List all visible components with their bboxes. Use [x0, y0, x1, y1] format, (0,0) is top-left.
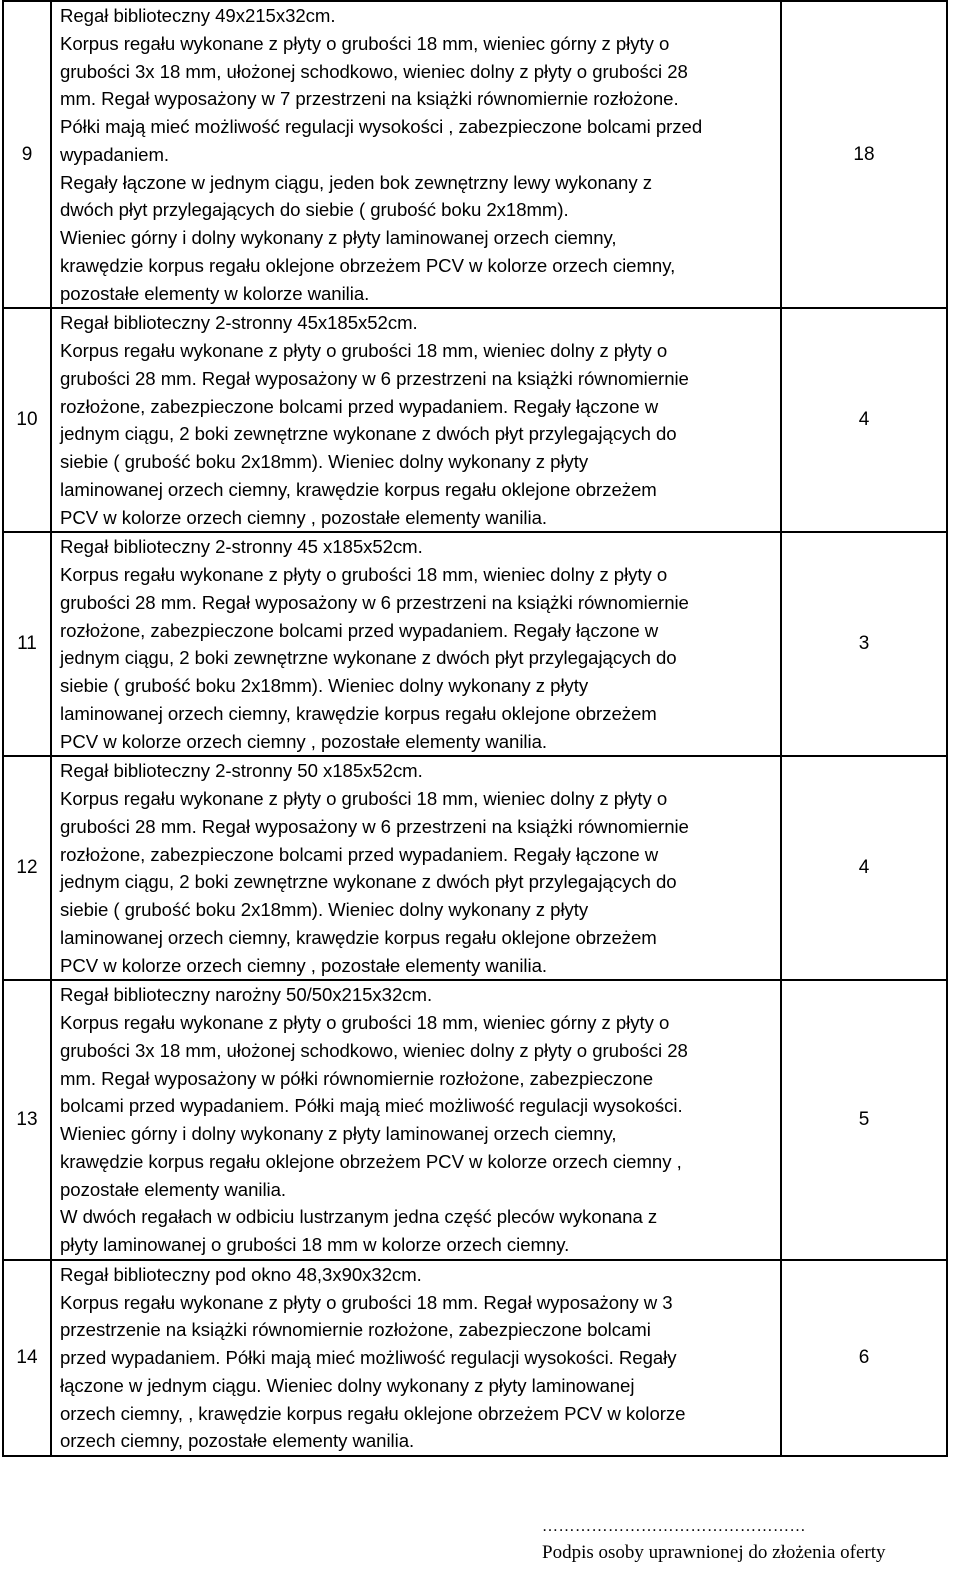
- row-number: 11: [3, 532, 51, 756]
- description-line: Regał biblioteczny pod okno 48,3x90x32cm.: [60, 1263, 422, 1285]
- item-description: [51, 532, 781, 756]
- table-row: [3, 532, 947, 756]
- item-description: [51, 756, 781, 980]
- description-line: pozostałe elementy w kolorze wanilia.: [60, 282, 370, 304]
- row-number: 12: [3, 756, 51, 980]
- description-line: Regał biblioteczny 2-stronny 50 x185x52cm.: [60, 760, 423, 782]
- table-row: [3, 1260, 947, 1456]
- description-line: Regał biblioteczny 2-stronny 45x185x52cm.: [60, 312, 418, 334]
- description-line: laminowanej orzech ciemny, krawędzie korpus regału oklejone obrzeżem: [60, 478, 657, 500]
- row-number: 13: [3, 980, 51, 1260]
- description-line: bolcami przed wypadaniem. Półki mają mieć możliwość regulacji wysokości.: [60, 1095, 683, 1117]
- description-line: W dwóch regałach w odbiciu lustrzanym jedna część pleców wykonana z: [60, 1206, 658, 1228]
- description-line: Regał biblioteczny narożny 50/50x215x32cm.: [60, 984, 433, 1006]
- item-description: [51, 1260, 781, 1456]
- description-line: laminowanej orzech ciemny, krawędzie korpus regału oklejone obrzeżem: [60, 926, 657, 948]
- description-line: grubości 28 mm. Regał wyposażony w 6 przestrzeni na książki równomiernie: [60, 815, 689, 837]
- description-line: PCV w kolorze orzech ciemny , pozostałe elementy wanilia.: [60, 506, 547, 528]
- description-line: Wieniec górny i dolny wykonany z płyty laminowanej orzech ciemny,: [60, 1123, 617, 1144]
- description-line: Korpus regału wykonane z płyty o grubości 18 mm, wieniec dolny z płyty o: [60, 788, 668, 809]
- description-line: łączone w jednym ciągu. Wieniec dolny wykonany z płyty laminowanej: [60, 1374, 635, 1396]
- description-line: Korpus regału wykonane z płyty o grubości 18 mm, wieniec górny z płyty o: [60, 1012, 670, 1033]
- description-line: PCV w kolorze orzech ciemny , pozostałe elementy wanilia.: [60, 954, 547, 976]
- description-line: krawędzie korpus regału oklejone obrzeżem PCV w kolorze orzech ciemny,: [60, 254, 676, 276]
- description-line: grubości 3x 18 mm, ułożonej schodkowo, wieniec dolny z płyty o grubości 28: [60, 1039, 688, 1061]
- description-line: jednym ciągu, 2 boki zewnętrzne wykonane z dwóch płyt przylegających do: [60, 423, 677, 445]
- table-row: [3, 756, 947, 980]
- description-line: Półki mają mieć możliwość regulacji wysokości , zabezpieczone bolcami przed: [60, 116, 703, 137]
- item-quantity: 3: [781, 532, 947, 756]
- description-line: siebie ( grubość boku 2x18mm). Wieniec dolny wykonany z płyty: [60, 451, 589, 472]
- description-line: siebie ( grubość boku 2x18mm). Wieniec dolny wykonany z płyty: [60, 899, 589, 920]
- description-line: rozłożone, zabezpieczone bolcami przed wypadaniem. Regały łączone w: [60, 843, 659, 865]
- specification-table: [2, 0, 948, 1457]
- description-line: Regał biblioteczny 2-stronny 45 x185x52cm.: [60, 536, 423, 558]
- description-line: mm. Regał wyposażony w 7 przestrzeni na książki równomiernie rozłożone.: [60, 88, 679, 110]
- description-line: grubości 28 mm. Regał wyposażony w 6 przestrzeni na książki równomiernie: [60, 591, 689, 613]
- description-line: pozostałe elementy wanilia.: [60, 1178, 287, 1200]
- item-description: [51, 308, 781, 532]
- item-quantity: 5: [781, 980, 947, 1260]
- item-description: [51, 980, 781, 1260]
- item-quantity: 18: [781, 1, 947, 308]
- description-line: Korpus regału wykonane z płyty o grubości 18 mm. Regał wyposażony w 3: [60, 1291, 673, 1313]
- description-line: Regał biblioteczny 49x215x32cm.: [60, 5, 336, 26]
- description-line: jednym ciągu, 2 boki zewnętrzne wykonane z dwóch płyt przylegających do: [60, 871, 677, 893]
- description-line: rozłożone, zabezpieczone bolcami przed wypadaniem. Regały łączone w: [60, 395, 659, 417]
- description-line: dwóch płyt przylegających do siebie ( grubość boku 2x18mm).: [60, 199, 569, 221]
- item-description: [51, 1, 781, 308]
- signature-dotted-line: …………………………………………: [542, 1518, 806, 1535]
- description-line: orzech ciemny, , krawędzie korpus regału oklejone obrzeżem PCV w kolorze: [60, 1402, 686, 1424]
- table-row: [3, 980, 947, 1260]
- table-row: [3, 308, 947, 532]
- description-line: przed wypadaniem. Półki mają mieć możliwość regulacji wysokości. Regały: [60, 1347, 677, 1368]
- description-line: grubości 28 mm. Regał wyposażony w 6 przestrzeni na książki równomiernie: [60, 367, 689, 389]
- description-line: Regały łączone w jednym ciągu, jeden bok zewnętrzny lewy wykonany z: [60, 171, 652, 193]
- description-line: orzech ciemny, pozostałe elementy wanilia.: [60, 1430, 415, 1452]
- description-line: jednym ciągu, 2 boki zewnętrzne wykonane z dwóch płyt przylegających do: [60, 647, 677, 669]
- description-line: krawędzie korpus regału oklejone obrzeżem PCV w kolorze orzech ciemny ,: [60, 1150, 682, 1172]
- description-line: wypadaniem.: [60, 143, 170, 165]
- description-line: PCV w kolorze orzech ciemny , pozostałe elementy wanilia.: [60, 730, 547, 752]
- description-line: grubości 3x 18 mm, ułożonej schodkowo, wieniec dolny z płyty o grubości 28: [60, 60, 688, 82]
- description-line: Wieniec górny i dolny wykonany z płyty laminowanej orzech ciemny,: [60, 227, 617, 248]
- description-line: Korpus regału wykonane z płyty o grubości 18 mm, wieniec dolny z płyty o: [60, 564, 668, 585]
- row-number: 10: [3, 308, 51, 532]
- description-line: laminowanej orzech ciemny, krawędzie korpus regału oklejone obrzeżem: [60, 702, 657, 724]
- description-line: rozłożone, zabezpieczone bolcami przed wypadaniem. Regały łączone w: [60, 619, 659, 641]
- row-number: 9: [3, 1, 51, 308]
- description-line: Korpus regału wykonane z płyty o grubości 18 mm, wieniec dolny z płyty o: [60, 340, 668, 361]
- table-row: [3, 1, 947, 308]
- item-quantity: 4: [781, 308, 947, 532]
- row-number: 14: [3, 1260, 51, 1456]
- signature-label: Podpis osoby uprawnionej do złożenia oferty: [542, 1542, 886, 1563]
- item-quantity: 4: [781, 756, 947, 980]
- item-quantity: 6: [781, 1260, 947, 1456]
- description-line: mm. Regał wyposażony w półki równomiernie rozłożone, zabezpieczone: [60, 1067, 654, 1089]
- description-line: przestrzenie na książki równomiernie rozłożone, zabezpieczone bolcami: [60, 1319, 651, 1341]
- description-line: siebie ( grubość boku 2x18mm). Wieniec dolny wykonany z płyty: [60, 675, 589, 696]
- description-line: Korpus regału wykonane z płyty o grubości 18 mm, wieniec górny z płyty o: [60, 32, 670, 54]
- description-line: płyty laminowanej o grubości 18 mm w kolorze orzech ciemny.: [60, 1234, 570, 1255]
